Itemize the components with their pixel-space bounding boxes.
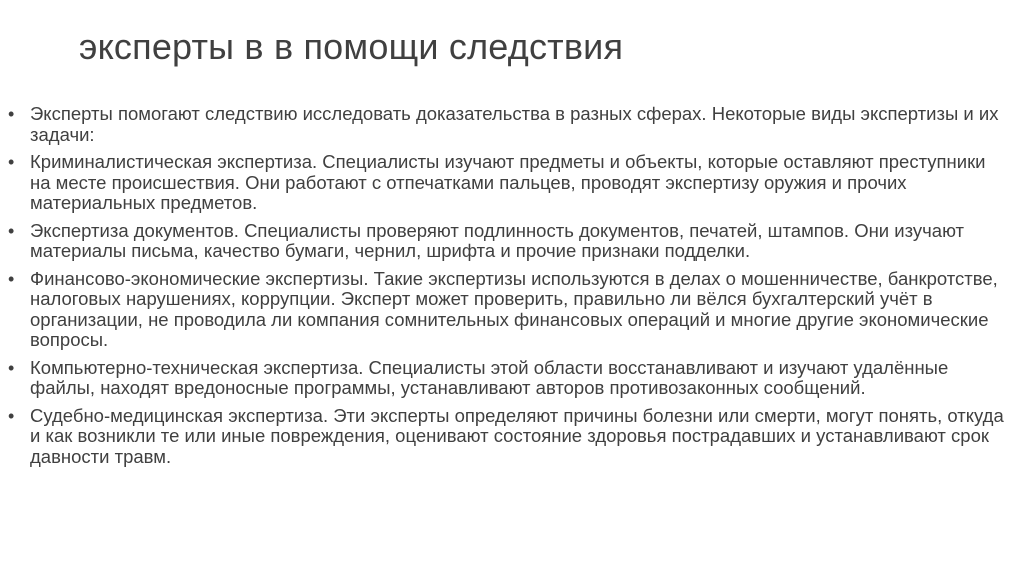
list-item bbox=[8, 152, 1008, 214]
list-item bbox=[8, 406, 1008, 468]
bullet-icon: • bbox=[8, 152, 15, 172]
bullet-icon: • bbox=[8, 405, 15, 426]
list-item-text: Экспертиза документов. Специалисты проверяют подлинность документов, печатей, штампов. Они изучают материалы письма, качество бумаги, чернил, шрифта и прочие признаки подделки. bbox=[30, 219, 965, 261]
bullet-list bbox=[8, 104, 1008, 474]
list-item-text: Эксперты помогают следствию исследовать доказательства в разных сферах. Некоторые виды экспертизы и их задачи: bbox=[30, 103, 999, 145]
list-item bbox=[8, 269, 1008, 351]
list-item bbox=[8, 358, 1008, 399]
slide-title: эксперты в в помощи следствия bbox=[79, 26, 624, 67]
list-item-text: Криминалистическая экспертиза. Специалисты изучают предметы и объекты, которые оставляют преступники на месте происшествия. Они работают с отпечатками пальцев, проводят экспертизу оружия и прочих материальных предметов. bbox=[30, 151, 986, 213]
list-item bbox=[8, 221, 1008, 262]
list-item bbox=[8, 104, 1008, 145]
list-item-text: Судебно-медицинская экспертиза. Эти эксперты определяют причины болезни или смерти, могут понять, откуда и как возникли те или иные повреждения, оценивают состояние здоровья пострадавших и устанавливают срок давности травм. bbox=[30, 404, 1004, 467]
list-item-text: Финансово-экономические экспертизы. Такие экспертизы используются в делах о мошенничестве, банкротстве, налоговых нарушениях, коррупции. Эксперт может проверить, правильно ли вёлся бухгалтерский учёт в организации, не проводила ли компания сомнительных финансовых операций и многие другие экономические вопросы. bbox=[30, 267, 998, 350]
bullet-icon: • bbox=[8, 268, 15, 289]
bullet-icon: • bbox=[8, 220, 15, 241]
bullet-icon: • bbox=[8, 357, 15, 378]
list-item-text: Компьютерно-техническая экспертиза. Специалисты этой области восстанавливают и изучают удалённые файлы, находят вредоносные программы, устанавливают авторов противозаконных сообщений. bbox=[30, 356, 949, 398]
bullet-icon: • bbox=[8, 104, 15, 124]
